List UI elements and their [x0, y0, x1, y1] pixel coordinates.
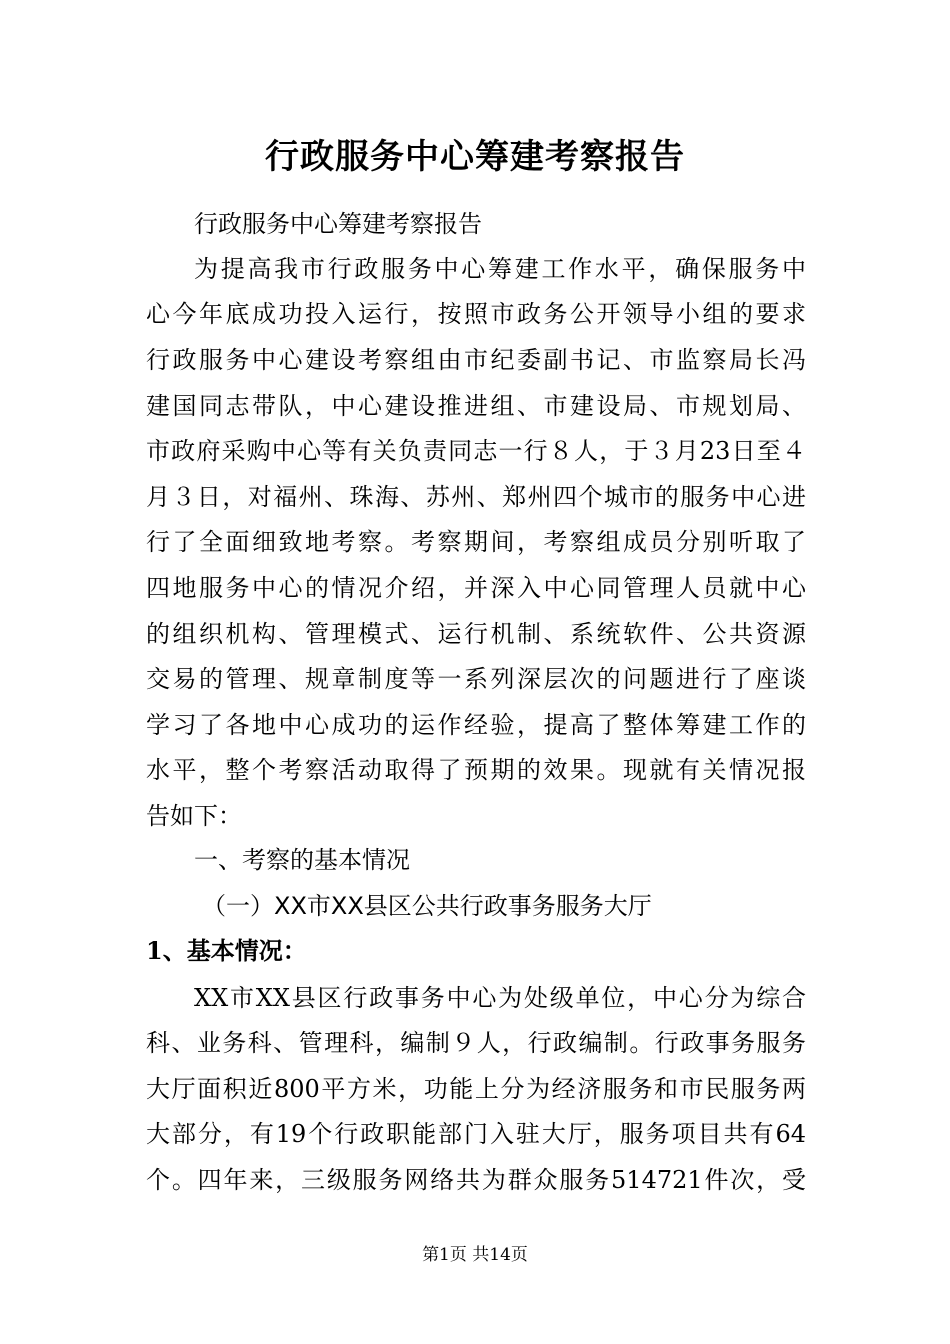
paragraph-line: 的组织机构、管理模式、运行机制、系统软件、公共资源	[146, 620, 806, 648]
paragraph-line: 为提高我市行政服务中心筹建工作水平，确保服务中	[194, 255, 806, 283]
paragraph-line: 大部分，有19个行政职能部门入驻大厅，服务项目共有64	[146, 1120, 806, 1148]
paragraph-line: 个。四年来，三级服务网络共为群众服务514721件次，受	[146, 1166, 806, 1194]
paragraph-line: 月３日，对福州、珠海、苏州、郑州四个城市的服务中心进	[146, 483, 806, 511]
item-heading: 1、基本情况：	[146, 936, 307, 965]
paragraph-line: 四地服务中心的情况介绍，并深入中心同管理人员就中心	[146, 574, 806, 602]
section-heading: 一、考察的基本情况	[194, 846, 410, 874]
page-footer: 第1页 共14页	[422, 1245, 528, 1265]
document-title: 行政服务中心筹建考察报告	[265, 137, 685, 177]
paragraph-line: 心今年底成功投入运行，按照市政务公开领导小组的要求	[146, 300, 806, 328]
paragraph-line: XX市XX县区行政事务中心为处级单位，中心分为综合	[194, 984, 806, 1012]
paragraph-line: 科、业务科、管理科，编制９人，行政编制。行政事务服务	[146, 1029, 806, 1057]
document-subtitle: 行政服务中心筹建考察报告	[194, 210, 482, 238]
paragraph-line: 大厅面积近800平方米，功能上分为经济服务和市民服务两	[146, 1075, 806, 1103]
subsection-heading: （一）XX市XX县区公共行政事务服务大厅	[202, 892, 652, 920]
paragraph-line: 建国同志带队，中心建设推进组、市建设局、市规划局、	[146, 392, 806, 420]
paragraph-line: 学习了各地中心成功的运作经验，提高了整体筹建工作的	[146, 711, 806, 739]
paragraph-line: 市政府采购中心等有关负责同志一行８人，于３月23日至４	[146, 437, 806, 465]
paragraph-line: 水平，整个考察活动取得了预期的效果。现就有关情况报	[146, 756, 806, 784]
paragraph-line: 交易的管理、规章制度等一系列深层次的问题进行了座谈	[146, 665, 806, 693]
paragraph-line: 告如下：	[146, 802, 242, 830]
paragraph-line: 行政服务中心建设考察组由市纪委副书记、市监察局长冯	[146, 346, 806, 374]
paragraph-line: 行了全面细致地考察。考察期间，考察组成员分别听取了	[146, 528, 806, 556]
